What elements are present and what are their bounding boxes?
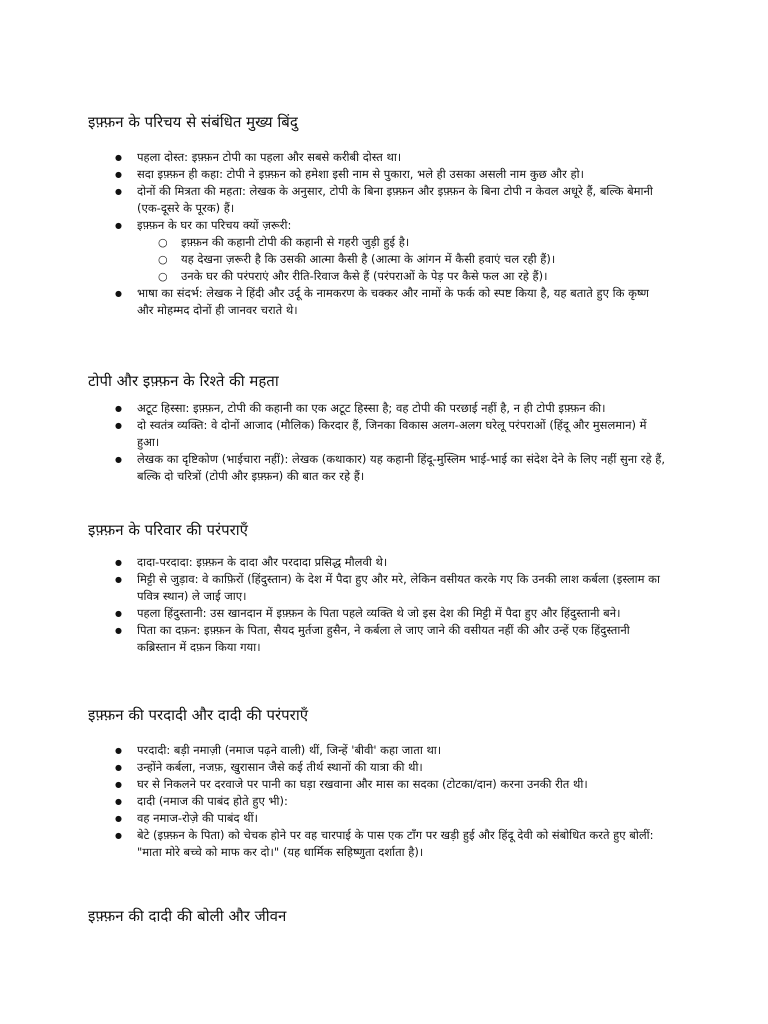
sub-list-item: ○ उनके घर की परंपराएं और रीति-रिवाज कैसे हैं (परंपराओं के पेड़ पर कैसे फल आ रहे हैं)। bbox=[137, 268, 668, 285]
sub-list-item: ○ इफ़्फ़न की कहानी टोपी की कहानी से गहरी जुड़ी हुई है। bbox=[137, 234, 668, 251]
section-heading-grandmother-language: इफ़्फ़न की दादी की बोली और जीवन bbox=[88, 907, 287, 925]
section-heading-family-traditions: इफ़्फ़न के परिवार की परंपराएँ bbox=[88, 521, 248, 539]
list-item: ● बेटे (इफ़्फ़न के पिता) को चेचक होने पर वह चारपाई के पास एक टाँग पर खड़ी हुई और हिंदू देवी को संबोधित करते हुए बोलीं: "माता मोरे बच्चे को माफ कर दो।" (यह धार्मिक सहिष्णुता दर्शाता है)। bbox=[0, 827, 768, 861]
list-item: ● मिट्टी से जुड़ाव: वे काफ़िरों (हिंदुस्तान) के देश में पैदा हुए और मरे, लेकिन वसीयत करके गए कि उनकी लाश कर्बला (इस्लाम का पवित्र स्थान) ले जाई जाए। bbox=[0, 571, 768, 605]
list-item bbox=[0, 217, 768, 285]
list-item: ● अटूट हिस्सा: इफ़्फ़न, टोपी की कहानी का एक अटूट हिस्सा है; वह टोपी की परछाई नहीं है, न ही टोपी इफ़्फ़न की। bbox=[0, 400, 768, 417]
list-item: ● पिता का दफ़न: इफ़्फ़न के पिता, सैयद मुर्तजा हुसैन, ने कर्बला ले जाए जाने की वसीयत नहीं की और उन्हें एक हिंदुस्तानी कब्रिस्तान में दफ़न किया गया। bbox=[0, 622, 768, 656]
relationship-list bbox=[0, 400, 768, 485]
list-item: ● उन्होंने कर्बला, नजफ़, खुरासान जैसे कई तीर्थ स्थानों की यात्रा की थी। bbox=[0, 759, 768, 776]
list-item: ● लेखक का दृष्टिकोण (भाईचारा नहीं): लेखक (कथाकार) यह कहानी हिंदू-मुस्लिम भाई-भाई का संदेश देने के लिए नहीं सुना रहे हैं, बल्कि दो चरित्रों (टोपी और इफ़्फ़न) की बात कर रहे हैं। bbox=[0, 451, 768, 485]
list-item: ● परदादी: बड़ी नमाज़ी (नमाज पढ़ने वाली) थीं, जिन्हें 'बीवी' कहा जाता था। bbox=[0, 742, 768, 759]
sub-list bbox=[137, 234, 668, 285]
list-item: ● दो स्वतंत्र व्यक्ति: वे दोनों आजाद (मौलिक) किरदार हैं, जिनका विकास अलग-अलग घरेलू परंपराओं (हिंदू और मुसलमान) में हुआ। bbox=[0, 417, 768, 451]
section-heading-introduction: इफ़्फ़न के परिचय से संबंधित मुख्य बिंदु bbox=[88, 113, 298, 131]
list-item: ● दोनों की मित्रता की महता: लेखक के अनुसार, टोपी के बिना इफ़्फ़न और इफ़्फ़न के बिना टोपी न केवल अधूरे हैं, बल्कि बेमानी (एक-दूसरे के पूरक) हैं। bbox=[0, 183, 768, 217]
list-item-text: इफ़्फ़न के घर का परिचय क्यों ज़रूरी: bbox=[137, 218, 292, 232]
list-item: ● पहला हिंदुस्तानी: उस खानदान में इफ़्फ़न के पिता पहले व्यक्ति थे जो इस देश की मिट्टी में पैदा हुए और हिंदुस्तानी बने। bbox=[0, 605, 768, 622]
list-item: ● भाषा का संदर्भ: लेखक ने हिंदी और उर्दू के नामकरण के चक्कर और नामों के फर्क को स्पष्ट किया है, यह बताते हुए कि कृष्ण और मोहम्मद दोनों ही जानवर चराते थे। bbox=[0, 285, 768, 319]
introduction-list bbox=[0, 149, 768, 319]
list-item: ● दादा-परदादा: इफ़्फ़न के दादा और परदादा प्रसिद्ध मौलवी थे। bbox=[0, 554, 768, 571]
list-item: ● सदा इफ़्फ़न ही कहा: टोपी ने इफ़्फ़न को हमेशा इसी नाम से पुकारा, भले ही उसका असली नाम कुछ और हो। bbox=[0, 166, 768, 183]
section-heading-relationship: टोपी और इफ़्फ़न के रिश्ते की महता bbox=[88, 372, 279, 390]
list-item: ● पहला दोस्त: इफ़्फ़न टोपी का पहला और सबसे करीबी दोस्त था। bbox=[0, 149, 768, 166]
family-traditions-list bbox=[0, 554, 768, 656]
sub-list-item: ○ यह देखना ज़रूरी है कि उसकी आत्मा कैसी है (आत्मा के आंगन में कैसी हवाएं चल रही हैं)। bbox=[137, 251, 668, 268]
grandmothers-list bbox=[0, 742, 768, 861]
section-heading-grandmothers: इफ़्फ़न की परदादी और दादी की परंपराएँ bbox=[88, 706, 308, 724]
list-item: ● दादी (नमाज की पाबंद होते हुए भी): bbox=[0, 793, 768, 810]
list-item: ● वह नमाज-रोज़े की पाबंद थीं। bbox=[0, 810, 768, 827]
list-item: ● घर से निकलने पर दरवाजे पर पानी का घड़ा रखवाना और मास का सदका (टोटका/दान) करना उनकी रीत थी। bbox=[0, 776, 768, 793]
